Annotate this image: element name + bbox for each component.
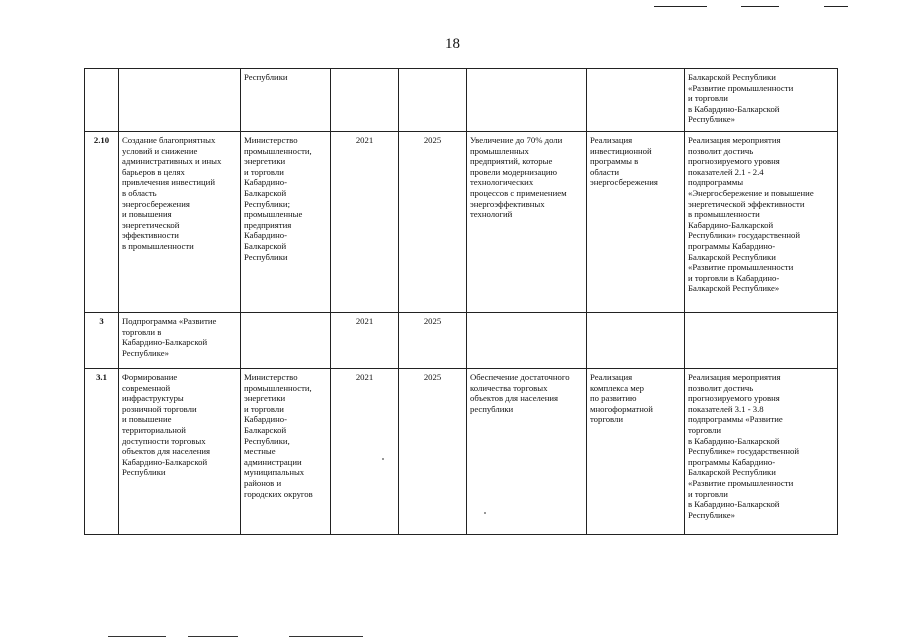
row-number <box>85 69 119 132</box>
start-year: 2021 <box>331 369 399 535</box>
indicators-link: Реализация мероприятия позволит достичь прогнозируемого уровня показателей 2.1 - 2.4 подпрограммы «Энергосбережение и повышение энергетической эффективности в промышленности Кабардино-Балкарской Республики» государственной программы Кабардино- Балкарской Республики «Развитие промышленности и торговли в Кабардино- Балкарской Республике» <box>685 132 838 313</box>
top-rule-3 <box>824 6 848 7</box>
start-year: 2021 <box>331 313 399 369</box>
table-row <box>85 313 838 369</box>
program-link <box>587 69 685 132</box>
end-year: 2025 <box>399 313 467 369</box>
scan-speck <box>484 512 486 514</box>
program-link: Реализация комплекса мер по развитию многоформатной торговли <box>587 369 685 535</box>
top-rule-1 <box>654 6 707 7</box>
expected-result: Увеличение до 70% доли промышленных предприятий, которые провели модернизацию технологических процессов с применением энергоэффективных технологий <box>467 132 587 313</box>
executor-cell: Министерство промышленности, энергетики и торговли Кабардино- Балкарской Республики; промышленные предприятия Кабардино- Балкарской Республики <box>241 132 331 313</box>
program-link: Реализация инвестиционной программы в области энергосбережения <box>587 132 685 313</box>
indicators-link <box>685 313 838 369</box>
start-year <box>331 69 399 132</box>
bottom-rule-2 <box>188 636 238 637</box>
table-row <box>85 69 838 132</box>
page-number: 18 <box>445 36 460 52</box>
executor-cell <box>241 313 331 369</box>
indicators-link: Реализация мероприятия позволит достичь прогнозируемого уровня показателей 3.1 - 3.8 подпрограммы «Развитие торговли в Кабардино-Балкарской Республике» государственной программы Кабардино- Балкарской Республики «Развитие промышленности и торговли в Кабардино-Балкарской Республике» <box>685 369 838 535</box>
expected-result: Обеспечение достаточного количества торговых объектов для населения республики <box>467 369 587 535</box>
activity-name: Создание благоприятных условий и снижение административных и иных барьеров в целях привлечения инвестиций в область энергосбережения и повышения энергетической эффективности в промышленности <box>119 132 241 313</box>
table-row <box>85 369 838 535</box>
expected-result <box>467 69 587 132</box>
bottom-rule-1 <box>108 636 166 637</box>
row-number: 3 <box>85 313 119 369</box>
start-year: 2021 <box>331 132 399 313</box>
activity-name: Формирование современной инфраструктуры розничной торговли и повышение территориальной доступности торговых объектов для населения Кабардино-Балкарской Республики <box>119 369 241 535</box>
indicators-link: Балкарской Республики «Развитие промышленности и торговли в Кабардино-Балкарской Республике» <box>685 69 838 132</box>
row-number: 2.10 <box>85 132 119 313</box>
scan-speck <box>382 458 384 460</box>
activity-name <box>119 69 241 132</box>
executor-cell: Министерство промышленности, энергетики и торговли Кабардино- Балкарской Республики, местные администрации муниципальных районов и городских округов <box>241 369 331 535</box>
program-link <box>587 313 685 369</box>
activity-name: Подпрограмма «Развитие торговли в Кабардино-Балкарской Республике» <box>119 313 241 369</box>
executor-cell: Республики <box>241 69 331 132</box>
end-year: 2025 <box>399 369 467 535</box>
end-year <box>399 69 467 132</box>
end-year: 2025 <box>399 132 467 313</box>
top-rule-2 <box>741 6 779 7</box>
row-number: 3.1 <box>85 369 119 535</box>
bottom-rule-3 <box>289 636 363 637</box>
expected-result <box>467 313 587 369</box>
table-row <box>85 132 838 313</box>
activities-table <box>84 68 838 535</box>
